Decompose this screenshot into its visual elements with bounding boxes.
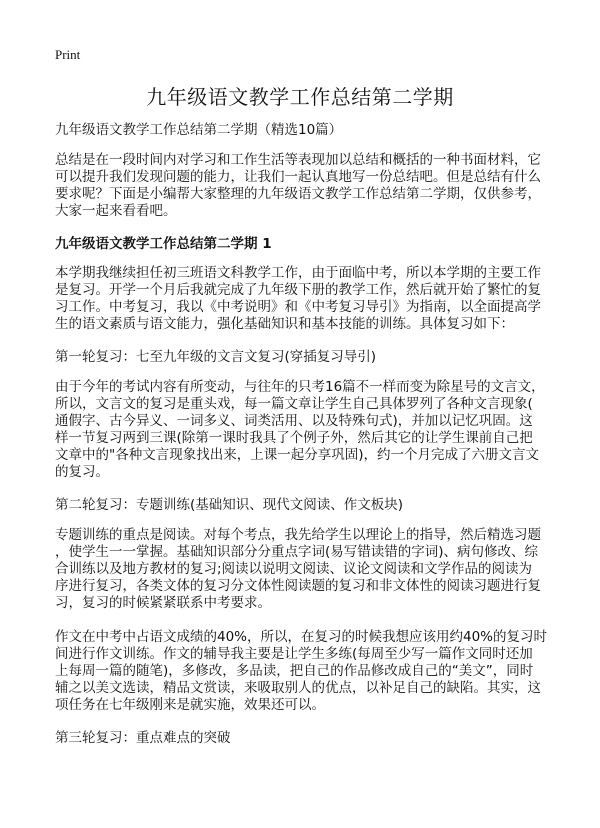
text-line: 序进行复习，各类文体的复习分文体性阅读题的复习和非文体性的阅读习题进行复 — [55, 578, 541, 594]
text-line: ，使学生一一掌握。基础知识部分分重点字词(易写错读错的字词)、病句修改、综 — [55, 544, 539, 560]
text-line: 第一轮复习：七至九年级的文言文复习(穿插复习导引) — [55, 349, 377, 365]
round-2 — [55, 497, 555, 514]
text-line: 第三轮复习：重点难点的突破 — [55, 730, 231, 746]
text-line: 间进行作文训练。作文的辅导我主要是让学生多练(每周至少写一篇作文同时还加 — [55, 646, 533, 662]
text-line: 是复习。开学一个月后我就完成了九年级下册的教学工作，然后就开始了繁忙的复 — [55, 282, 541, 298]
text-line: 的复习。 — [55, 464, 109, 480]
text-line: 要求呢？下面是小编帮大家整理的九年级语文教学工作总结第二学期，仅供参考， — [55, 186, 541, 202]
text-line: 通假字、古今异义、一词多义、词类活用、以及特殊句式)，并加以记忆巩固。这 — [55, 413, 533, 429]
para-2 — [55, 379, 555, 481]
print-link[interactable]: Print — [55, 47, 81, 62]
text-line: 可以提升我们发现问题的能力，让我们一起认真地写一份总结吧。但是总结有什么 — [55, 169, 541, 185]
text-line: 专题训练的重点是阅读。对每个考点，我先给学生以理论上的指导，然后精选习题 — [55, 527, 541, 543]
heading-1 — [55, 236, 555, 253]
text-line: 九年级语文教学工作总结第二学期 1 — [55, 236, 272, 252]
para-4 — [55, 629, 555, 714]
text-line: 项任务在七年级刚来是就实施，效果还可以。 — [55, 697, 325, 713]
text-line: 作文在中考中占语文成绩的40%，所以，在复习的时候我想应该用约40%的复习时 — [55, 629, 548, 645]
text-line: 总结是在一段时间内对学习和工作生活等表现加以总结和概括的一种书面材料，它 — [55, 152, 541, 168]
round-3 — [55, 730, 555, 747]
page-title: 九年级语文教学工作总结第二学期 — [146, 85, 454, 109]
round-1 — [55, 349, 555, 366]
para-1 — [55, 265, 555, 333]
subtitle — [55, 122, 555, 139]
text-line: 习工作。中考复习，我以《中考说明》和《中考复习导引》为指南，以全面提高学 — [55, 299, 541, 315]
text-line: 本学期我继续担任初三班语文科教学工作，由于面临中考，所以本学期的主要工作 — [55, 265, 541, 281]
text-line: 样一节复习两到三课(除第一课时我具了个例子外，然后其它的让学生课前自己把 — [55, 430, 533, 446]
intro — [55, 152, 555, 220]
text-line: 辅之以美文选读，精品文赏读，来吸取别人的优点，以补足自己的缺陷。其实，这 — [55, 680, 541, 696]
text-line: 第二轮复习：专题训练(基础知识、现代文阅读、作文板块) — [55, 497, 404, 513]
text-line: 文章中的"各种文言现象找出来，上课一起分享巩固)，约一个月完成了六册文言文 — [55, 447, 539, 463]
text-line: 习，复习的时候紧紧联系中考要求。 — [55, 595, 271, 611]
text-line: 合训练以及地方教材的复习;阅读以说明文阅读、议论文阅读和文学作品的阅读为 — [55, 561, 533, 577]
text-line: 大家一起来看看吧。 — [55, 203, 177, 219]
text-line: 由于今年的考试内容有所变动，与往年的只考16篇不一样而变为除星号的文言文， — [55, 379, 545, 395]
text-line: 所以，文言文的复习是重头戏，每一篇文章让学生自己具体罗列了各种文言现象( — [55, 396, 533, 412]
text-line: 上每周一篇的随笔)，多修改，多品读，把自己的作品修改成自己的“美文”，同时 — [55, 663, 534, 679]
text-line: 生的语文素质与语文能力，强化基础知识和基本技能的训练。具体复习如下： — [55, 316, 514, 332]
subtitle-text: 九年级语文教学工作总结第二学期（精选10篇） — [55, 122, 343, 138]
para-3 — [55, 527, 555, 612]
